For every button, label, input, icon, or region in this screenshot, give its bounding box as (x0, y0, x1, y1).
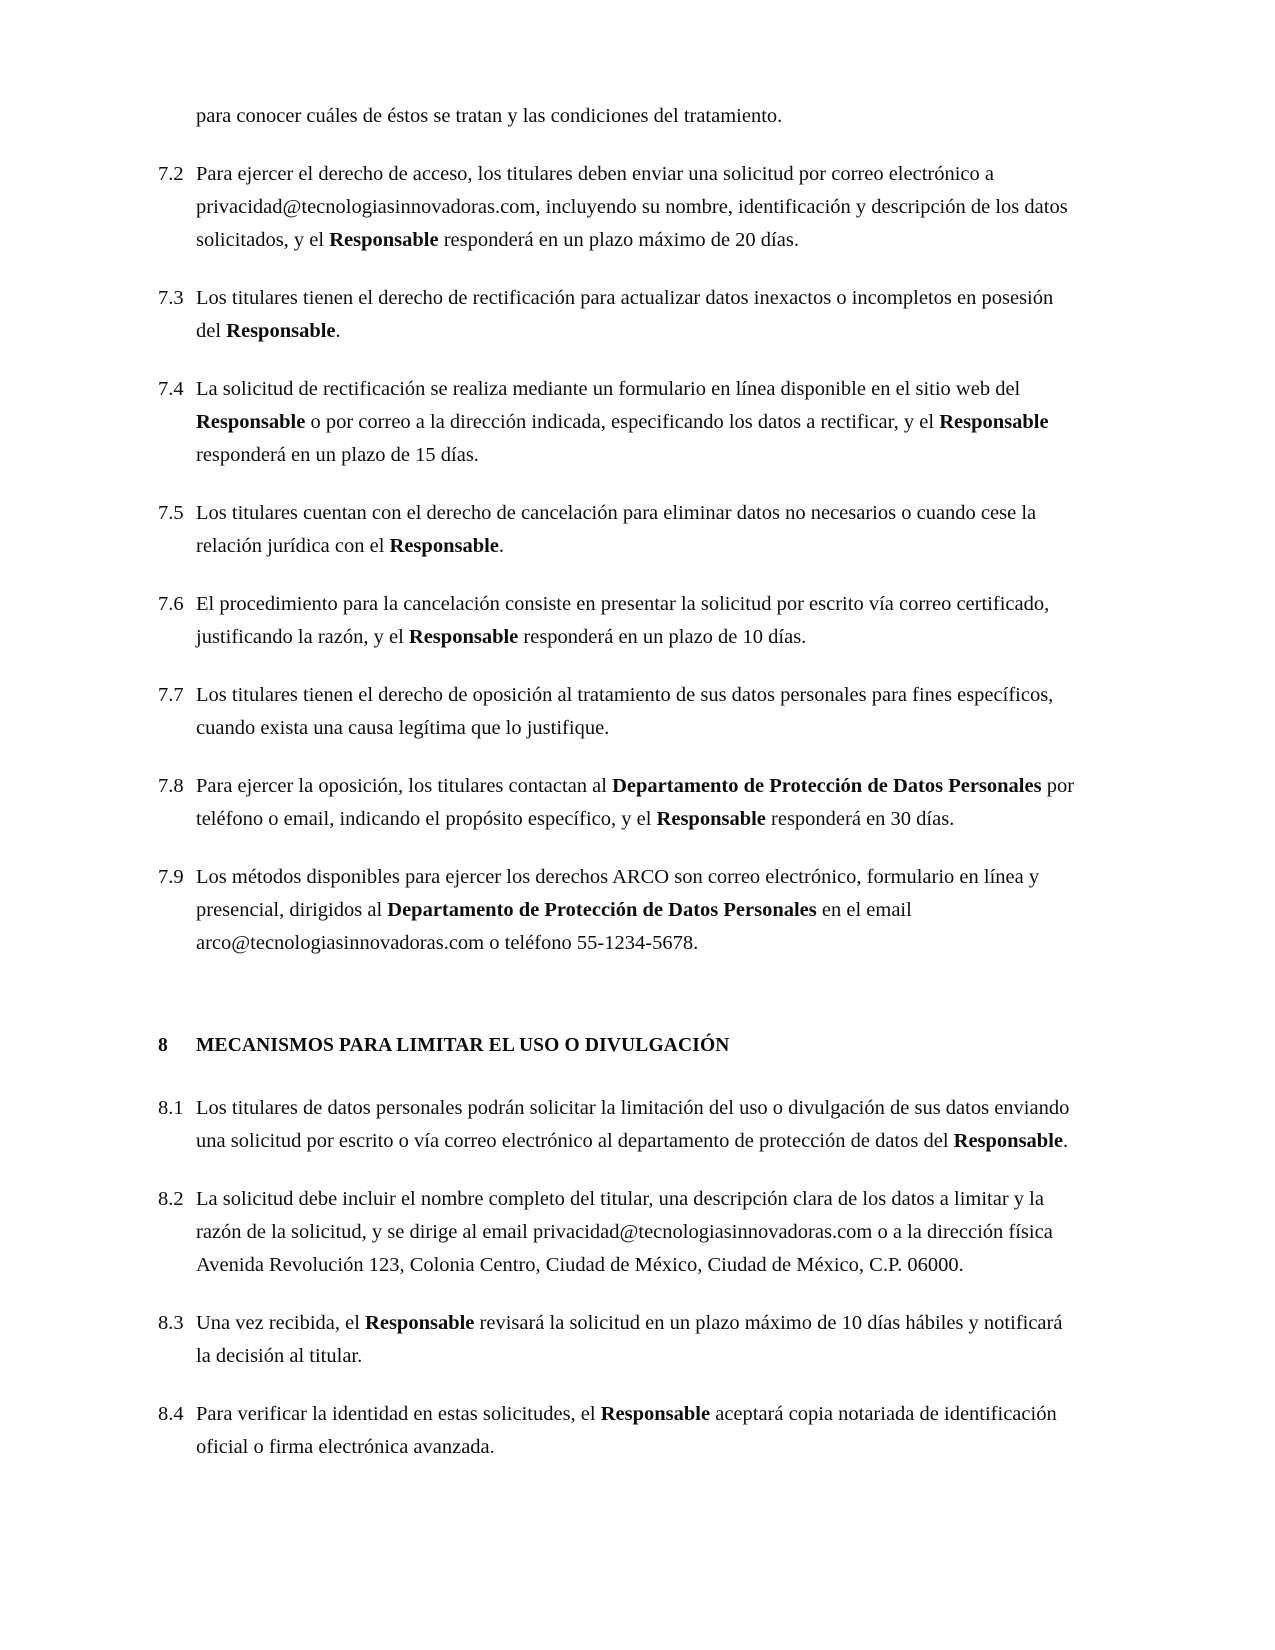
text-run: Para verificar la identidad en estas solicitudes, el (196, 1403, 601, 1425)
emphasis-term: Responsable (953, 1130, 1063, 1152)
emphasis-term: Responsable (329, 229, 439, 251)
clause-text (196, 1307, 1075, 1373)
clause-7-7 (158, 679, 1075, 745)
clause-text (196, 588, 1075, 654)
text-run: . (335, 320, 341, 342)
text-run: por teléfono o email, indicando el propósito específico, y el (196, 775, 1075, 830)
clause-7-3 (158, 282, 1075, 348)
text-run: responderá en un plazo de 10 días. (518, 626, 807, 648)
clause-8-3 (158, 1307, 1075, 1373)
text-run: Los titulares de datos personales podrán solicitar la limitación del uso o divulgación de sus datos enviando una solicitud por escrito o vía correo electrónico al departamento de protección de datos del (196, 1097, 1070, 1152)
section-7-clause-list (158, 158, 1075, 960)
clause-number: 8.2 (158, 1188, 184, 1210)
text-run: o por correo a la dirección indicada, especificando los datos a rectificar, y el (305, 411, 940, 433)
text-run: responderá en un plazo máximo de 20 días. (438, 229, 799, 251)
clause-text (196, 861, 1075, 960)
clause-text (196, 497, 1075, 563)
text-run: Para ejercer el derecho de acceso, los titulares deben enviar una solicitud por correo electrónico a privacidad@tecnologiasinnovadoras.com, incluyendo su nombre, identificación y descripción de los datos solicitados, y el (196, 163, 1068, 251)
text-run: Los titulares tienen el derecho de rectificación para actualizar datos inexactos o incompletos en posesión del (196, 287, 1054, 342)
section-8-title: MECANISMOS PARA LIMITAR EL USO O DIVULGACIÓN (196, 1035, 730, 1056)
clause-8-1 (158, 1092, 1075, 1158)
emphasis-term: Responsable (365, 1312, 475, 1334)
clause-7-6 (158, 588, 1075, 654)
emphasis-term: Responsable (939, 411, 1049, 433)
clause-text (196, 1398, 1075, 1464)
text-run: La solicitud debe incluir el nombre completo del titular, una descripción clara de los datos a limitar y la razón de la solicitud, y se dirige al email privacidad@tecnologiasinnovadoras.com o a la dirección física Avenida Revolución 123, Colonia Centro, Ciudad de México, Ciudad de México, C.P. 06000. (196, 1188, 1053, 1276)
text-run: revisará la solicitud en un plazo máximo de 10 días hábiles y notificará la decisión al titular. (196, 1312, 1063, 1367)
clause-text (196, 770, 1075, 836)
text-run: . (498, 535, 505, 557)
text-run: El procedimiento para la cancelación consiste en presentar la solicitud por escrito vía correo certificado, justificando la razón, y el (196, 593, 1050, 648)
emphasis-term: Departamento de Protección de Datos Personales (387, 899, 817, 921)
text-run: Para ejercer la oposición, los titulares contactan al (196, 775, 613, 797)
emphasis-term: Responsable (389, 535, 499, 557)
clause-number: 7.2 (158, 163, 184, 185)
clause-number: 8.4 (158, 1403, 184, 1425)
clause-text (196, 679, 1075, 745)
clause-number: 7.8 (158, 775, 184, 797)
clause-text (196, 282, 1075, 348)
clause-7-9 (158, 861, 1075, 960)
text-run: responderá en 30 días. (765, 808, 955, 830)
emphasis-term: Responsable (196, 411, 306, 433)
emphasis-term: Departamento de Protección de Datos Personales (612, 775, 1042, 797)
clause-text (196, 1183, 1075, 1282)
clause-number: 7.7 (158, 684, 184, 706)
clause-text (196, 158, 1075, 257)
clause-number: 8.3 (158, 1312, 184, 1334)
emphasis-term: Responsable (656, 808, 766, 830)
emphasis-term: Responsable (600, 1403, 711, 1425)
clause-number: 7.4 (158, 378, 184, 400)
clause-number: 7.5 (158, 502, 184, 524)
clause-number: 8.1 (158, 1097, 184, 1119)
clause-number: 7.9 (158, 866, 184, 888)
text-run: Una vez recibida, el (196, 1312, 366, 1334)
emphasis-term: Responsable (226, 320, 336, 342)
clause-text (196, 373, 1075, 472)
text-run: en el email arco@tecnologiasinnovadoras.com o teléfono 55-1234-5678. (196, 899, 912, 954)
text-run: Los métodos disponibles para ejercer los derechos ARCO son correo electrónico, formulario en línea y presencial, dirigidos al (196, 866, 1040, 921)
clause-8-4 (158, 1398, 1075, 1464)
text-run: responderá en un plazo de 15 días. (196, 444, 479, 466)
clause-7-5 (158, 497, 1075, 563)
text-run: . (1063, 1130, 1069, 1152)
section-8-heading (158, 1030, 1075, 1062)
clause-number: 7.6 (158, 593, 184, 615)
clause-7-8 (158, 770, 1075, 836)
section-8-number: 8 (158, 1035, 168, 1056)
clause-7-4 (158, 373, 1075, 472)
section-8-clause-list (158, 1092, 1075, 1464)
text-run: Los titulares cuentan con el derecho de cancelación para eliminar datos no necesarios o cuando cese la relación jurídica con el (196, 502, 1037, 557)
emphasis-term: Responsable (408, 626, 519, 648)
clause-text (196, 1092, 1075, 1158)
clause-7-2 (158, 158, 1075, 257)
clause-number: 7.3 (158, 287, 184, 309)
text-run: aceptará copia notariada de identificación oficial o firma electrónica avanzada. (196, 1403, 1057, 1458)
clause-8-2 (158, 1183, 1075, 1282)
text-run: La solicitud de rectificación se realiza mediante un formulario en línea disponible en el sitio web del (196, 378, 1021, 400)
text-run: Los titulares tienen el derecho de oposición al tratamiento de sus datos personales para fines específicos, cuando exista una causa legítima que lo justifique. (196, 684, 1054, 739)
document-body (158, 100, 1075, 1464)
continuation-paragraph: para conocer cuáles de éstos se tratan y las condiciones del tratamiento. (196, 105, 783, 127)
